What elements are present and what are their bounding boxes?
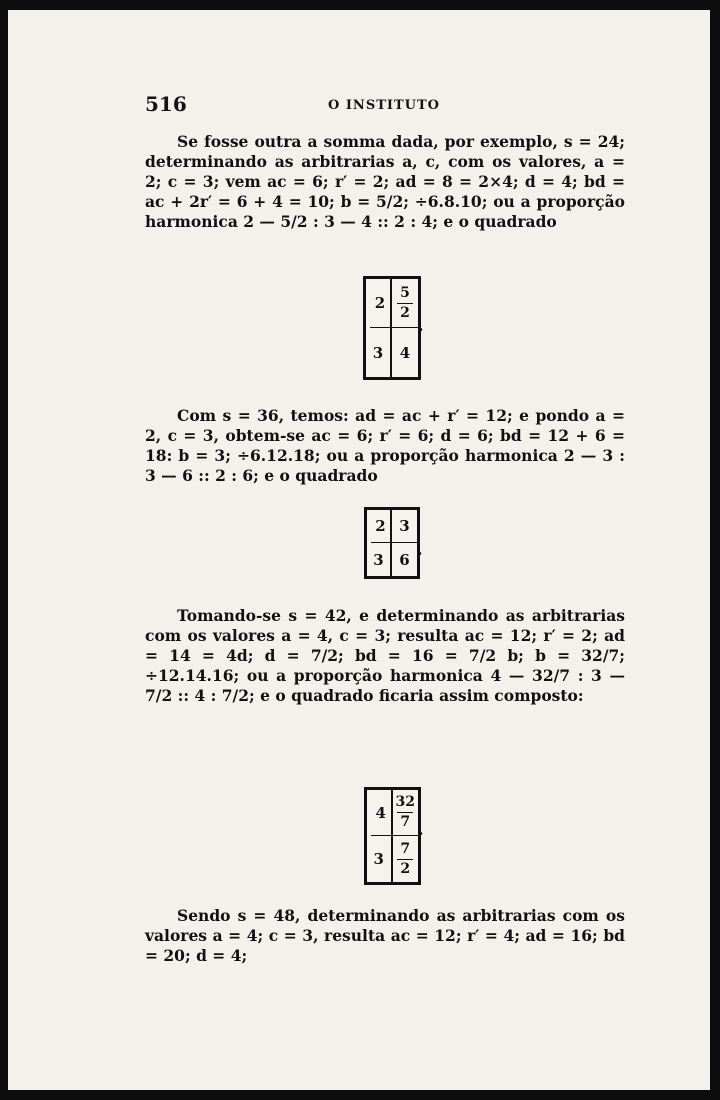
magic-square-2 [364,507,420,579]
square-cell: 2 [371,510,392,543]
square-cell [393,836,419,882]
paragraph-s42: Tomando-se s = 42, e determinando as arbitrarias com os valores a = 4, c = 3; resulta ac = 12; r′ = 2; ad = 14 = 4d; d = 7/2; bd = 16 = 7/2 b; b = 32/7; ÷12.14.16; ou a proporção harmonica 4 — 32/7 : 3 — 7/2 :: 4 : 7/2; e o quadrado ficaria assim composto: [145,606,625,705]
square-cell: 4 [399,343,411,362]
square-cell: 4 [371,790,393,836]
fraction-denominator: 2 [400,304,410,321]
page-header [8,90,710,120]
paragraph-s48: Sendo s = 48, determinando as arbitrarias com os valores a = 4; c = 3, resulta ac = 12; r′ = 4; ad = 16; bd = 20; d = 4; [145,906,625,965]
square-1-fraction-text: 5/2 [8,1050,23,1060]
square-3-fraction-text-a: 32/7 [25,1050,46,1060]
fraction [397,285,413,322]
square-cell [392,279,418,328]
square-fraction-text [8,1050,710,1080]
square-cell: 3 [367,543,392,576]
magic-square-1 [363,276,421,380]
square-cell: 3 [366,328,392,377]
fraction [396,794,415,831]
square-cell: 2 [370,279,392,328]
paragraph-s24: Se fosse outra a somma dada, por exemplo, s = 24; determinando as arbitrarias a, c, com os valores, a = 2; c = 3; vem ac = 6; r′ = 2; ad = 8 = 2×4; d = 4; bd = ac + 2r′ = 6 + 4 = 10; b = 5/2; ÷6.8.10; ou a proporção harmonica 2 — 5/2 : 3 — 4 :: 2 : 4; e o quadrado [145,132,625,231]
fraction-denominator: 7 [400,814,411,830]
fraction [397,841,413,878]
page-number: 516 [145,92,187,116]
running-title: O INSTITUTO [328,98,440,113]
fraction-numerator: 32 [395,794,415,810]
fraction-numerator: 7 [400,840,411,857]
period-mark: . [418,316,424,335]
book-page [8,10,710,1090]
square-3-fraction-text-b: 7/2 [48,1050,63,1060]
square-cell: 3 [367,836,393,882]
period-mark: . [417,540,423,559]
square-cell: 3 [392,510,417,543]
fraction-bar [397,859,413,860]
fraction-bar [397,812,413,813]
square-cell [393,790,419,836]
fraction-bar [397,303,413,304]
fraction-denominator: 2 [400,860,411,877]
fraction-numerator: 5 [400,284,410,301]
period-mark: . [418,820,424,839]
magic-square-3 [364,787,421,885]
square-cell: 6 [399,550,410,569]
paragraph-s36: Com s = 36, temos: ad = ac + r′ = 12; e pondo a = 2, c = 3, obtem-se ac = 6; r′ = 6; d = 6; bd = 12 + 6 = 18: b = 3; ÷6.12.18; ou a proporção harmonica 2 — 3 : 3 — 6 :: 2 : 6; e o quadrado [145,406,625,485]
